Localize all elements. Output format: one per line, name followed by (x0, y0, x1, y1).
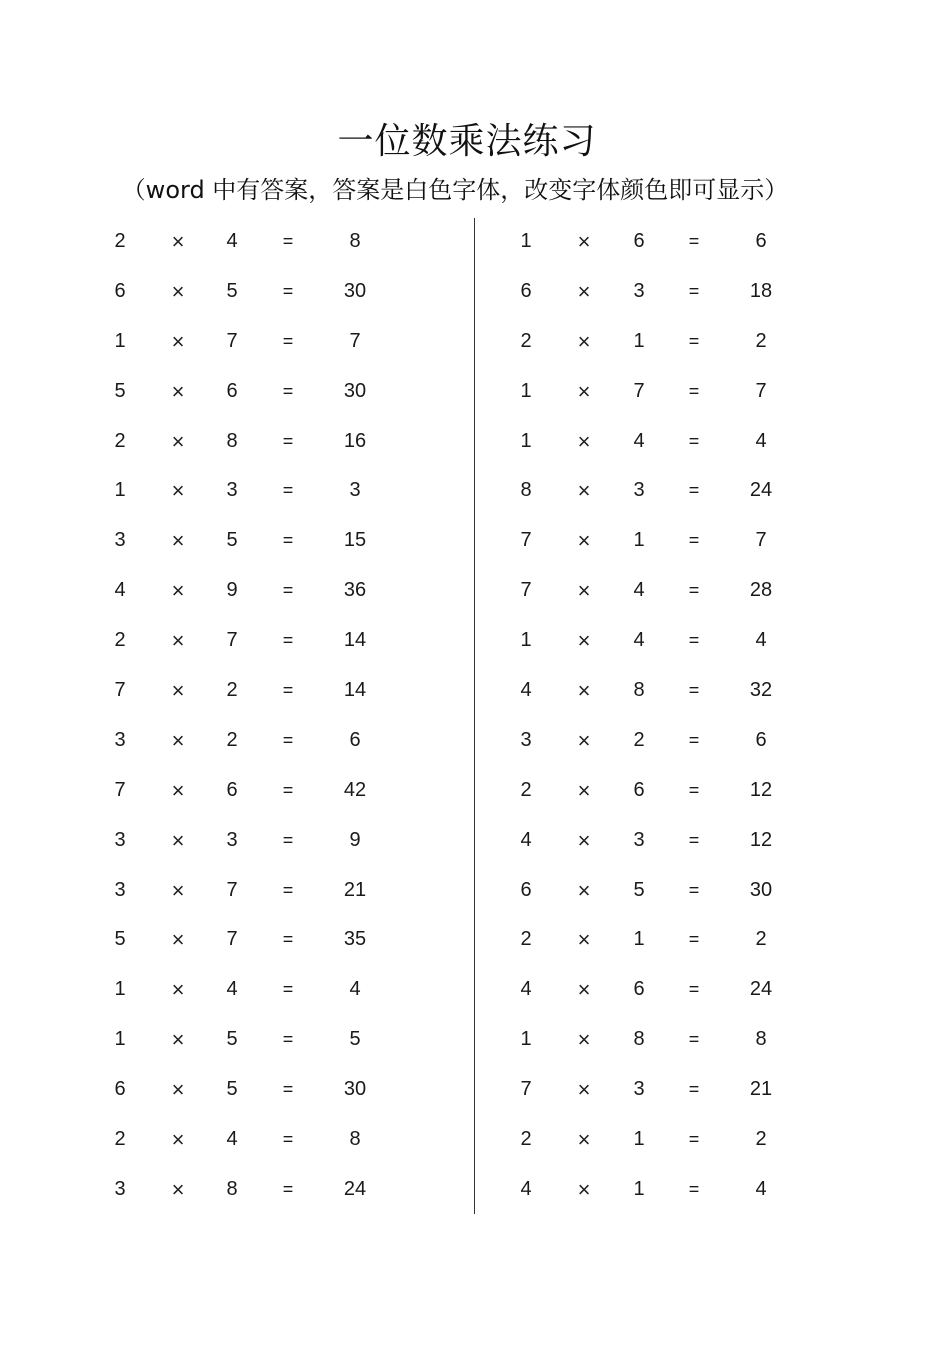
operand-a: 5 (114, 379, 126, 402)
operand-a: 6 (114, 1078, 126, 1101)
times-sign: × (171, 1027, 185, 1053)
times-sign: × (577, 1027, 591, 1053)
operand-a: 2 (114, 629, 126, 652)
equals-sign: = (688, 929, 700, 950)
operand-b: 4 (226, 230, 238, 252)
product-result: 4 (755, 1177, 767, 1200)
problem-row (406, 317, 826, 367)
equals-sign: = (688, 1129, 700, 1150)
problem-row (0, 516, 420, 566)
times-sign: × (171, 578, 185, 604)
operand-b: 5 (226, 529, 238, 552)
operand-a: 1 (114, 329, 126, 352)
operand-b: 4 (226, 978, 238, 1001)
product-result: 6 (755, 728, 767, 751)
product-result: 9 (349, 828, 361, 851)
operand-b: 4 (633, 429, 645, 452)
problem-row (406, 1015, 826, 1065)
problem-row (0, 866, 420, 916)
problem-row (406, 666, 826, 716)
operand-a: 4 (114, 579, 126, 602)
times-sign: × (577, 278, 591, 304)
equals-sign: = (688, 680, 700, 701)
problem-row (406, 1165, 826, 1215)
equals-sign: = (282, 630, 294, 651)
times-sign: × (577, 678, 591, 704)
times-sign: × (577, 578, 591, 604)
equals-sign: = (688, 280, 700, 301)
operand-a: 3 (114, 529, 126, 552)
times-sign: × (577, 328, 591, 354)
operand-b: 7 (633, 379, 645, 402)
equals-sign: = (282, 979, 294, 1000)
problem-row (0, 566, 420, 616)
times-sign: × (577, 628, 591, 654)
operand-b: 1 (633, 529, 645, 552)
product-result: 30 (343, 279, 367, 302)
product-result: 2 (755, 1128, 767, 1151)
problem-row (0, 616, 420, 666)
operand-b: 2 (226, 679, 238, 702)
operand-a: 6 (520, 279, 532, 302)
operand-a: 1 (520, 230, 532, 252)
problem-row (406, 1115, 826, 1165)
problem-row (0, 1115, 420, 1165)
operand-b: 2 (226, 728, 238, 751)
times-sign: × (171, 927, 185, 953)
right-problem-column (406, 217, 826, 1215)
equals-sign: = (282, 580, 294, 601)
problem-row (0, 1165, 420, 1215)
product-result: 30 (749, 878, 773, 901)
problem-row (0, 367, 420, 417)
product-result: 28 (749, 579, 773, 602)
equals-sign: = (282, 280, 294, 301)
times-sign: × (171, 328, 185, 354)
problem-row (406, 1065, 826, 1115)
problem-row (406, 766, 826, 816)
operand-b: 6 (633, 778, 645, 801)
operand-a: 4 (520, 1177, 532, 1200)
problem-row (406, 616, 826, 666)
times-sign: × (577, 229, 591, 254)
operand-b: 2 (633, 728, 645, 751)
equals-sign: = (282, 480, 294, 501)
times-sign: × (171, 229, 185, 254)
operand-b: 6 (226, 379, 238, 402)
operand-a: 1 (520, 379, 532, 402)
times-sign: × (577, 877, 591, 903)
times-sign: × (577, 727, 591, 753)
times-sign: × (577, 478, 591, 504)
times-sign: × (171, 378, 185, 404)
operand-a: 6 (114, 279, 126, 302)
equals-sign: = (688, 231, 700, 251)
problem-row (0, 267, 420, 317)
product-result: 2 (755, 928, 767, 951)
problem-row (406, 816, 826, 866)
product-result: 24 (749, 978, 773, 1001)
operand-a: 1 (114, 1028, 126, 1051)
equals-sign: = (688, 979, 700, 1000)
operand-a: 4 (520, 828, 532, 851)
equals-sign: = (282, 729, 294, 750)
equals-sign: = (282, 1129, 294, 1150)
problem-row (0, 666, 420, 716)
operand-a: 2 (520, 778, 532, 801)
equals-sign: = (282, 929, 294, 950)
operand-b: 8 (633, 1028, 645, 1051)
problem-row (406, 566, 826, 616)
product-result: 24 (749, 479, 773, 502)
operand-a: 1 (520, 629, 532, 652)
product-result: 3 (349, 479, 361, 502)
equals-sign: = (282, 779, 294, 800)
equals-sign: = (282, 829, 294, 850)
times-sign: × (577, 528, 591, 554)
equals-sign: = (282, 1178, 294, 1199)
times-sign: × (577, 1176, 591, 1202)
operand-b: 8 (633, 679, 645, 702)
operand-a: 2 (520, 928, 532, 951)
times-sign: × (171, 1176, 185, 1202)
operand-b: 4 (633, 629, 645, 652)
problem-row (0, 417, 420, 467)
operand-a: 8 (520, 479, 532, 502)
operand-a: 7 (520, 579, 532, 602)
equals-sign: = (282, 330, 294, 351)
product-result: 14 (343, 629, 367, 652)
page-title: 一位数乘法练习 (337, 121, 597, 162)
equals-sign: = (282, 231, 294, 251)
equals-sign: = (688, 380, 700, 401)
operand-b: 9 (226, 579, 238, 602)
operand-b: 5 (633, 878, 645, 901)
operand-b: 7 (226, 928, 238, 951)
operand-a: 7 (520, 529, 532, 552)
product-result: 21 (749, 1078, 773, 1101)
page-subtitle: （word 中有答案，答案是白色字体，改变字体颜色即可显示） (121, 176, 789, 204)
operand-b: 7 (226, 878, 238, 901)
operand-a: 4 (520, 679, 532, 702)
operand-b: 7 (226, 629, 238, 652)
problem-row (0, 1065, 420, 1115)
equals-sign: = (688, 729, 700, 750)
times-sign: × (171, 628, 185, 654)
operand-b: 1 (633, 928, 645, 951)
problem-row (406, 516, 826, 566)
operand-b: 8 (226, 429, 238, 452)
operand-b: 4 (633, 579, 645, 602)
operand-b: 3 (633, 1078, 645, 1101)
times-sign: × (577, 428, 591, 454)
product-result: 36 (343, 579, 367, 602)
product-result: 15 (343, 529, 367, 552)
operand-b: 4 (226, 1128, 238, 1151)
operand-b: 8 (226, 1177, 238, 1200)
times-sign: × (577, 1127, 591, 1153)
equals-sign: = (282, 380, 294, 401)
operand-b: 6 (633, 978, 645, 1001)
operand-a: 2 (114, 230, 126, 252)
problem-row (0, 965, 420, 1015)
problem-row (406, 217, 826, 267)
times-sign: × (171, 1127, 185, 1153)
problem-row (0, 766, 420, 816)
operand-b: 5 (226, 1028, 238, 1051)
times-sign: × (577, 378, 591, 404)
times-sign: × (171, 1077, 185, 1103)
operand-b: 3 (633, 479, 645, 502)
product-result: 30 (343, 1078, 367, 1101)
equals-sign: = (688, 430, 700, 451)
operand-a: 7 (520, 1078, 532, 1101)
times-sign: × (577, 777, 591, 803)
equals-sign: = (688, 630, 700, 651)
problem-row (0, 816, 420, 866)
times-sign: × (171, 977, 185, 1003)
operand-a: 3 (520, 728, 532, 751)
operand-b: 3 (226, 828, 238, 851)
operand-b: 1 (633, 1128, 645, 1151)
problem-row (0, 915, 420, 965)
product-result: 7 (349, 329, 361, 352)
product-result: 7 (755, 379, 767, 402)
product-result: 24 (343, 1177, 367, 1200)
product-result: 8 (349, 230, 361, 252)
equals-sign: = (688, 530, 700, 551)
times-sign: × (171, 478, 185, 504)
operand-a: 1 (114, 978, 126, 1001)
operand-a: 1 (114, 479, 126, 502)
operand-a: 2 (520, 1128, 532, 1151)
times-sign: × (171, 877, 185, 903)
equals-sign: = (688, 330, 700, 351)
product-result: 7 (755, 529, 767, 552)
operand-a: 2 (114, 1128, 126, 1151)
operand-b: 3 (633, 279, 645, 302)
product-result: 8 (349, 1128, 361, 1151)
product-result: 5 (349, 1028, 361, 1051)
times-sign: × (171, 727, 185, 753)
operand-a: 2 (114, 429, 126, 452)
product-result: 6 (755, 230, 767, 252)
equals-sign: = (688, 480, 700, 501)
operand-a: 3 (114, 728, 126, 751)
problem-row (406, 915, 826, 965)
equals-sign: = (688, 580, 700, 601)
problem-row (406, 417, 826, 467)
product-result: 4 (755, 629, 767, 652)
times-sign: × (577, 1077, 591, 1103)
operand-a: 4 (520, 978, 532, 1001)
product-result: 18 (749, 279, 773, 302)
equals-sign: = (688, 1079, 700, 1100)
operand-b: 1 (633, 1177, 645, 1200)
product-result: 8 (755, 1028, 767, 1051)
operand-a: 6 (520, 878, 532, 901)
product-result: 16 (343, 429, 367, 452)
times-sign: × (171, 678, 185, 704)
times-sign: × (577, 977, 591, 1003)
product-result: 35 (343, 928, 367, 951)
problem-row (406, 367, 826, 417)
operand-a: 1 (520, 1028, 532, 1051)
times-sign: × (171, 428, 185, 454)
problem-row (0, 466, 420, 516)
problem-row (406, 866, 826, 916)
operand-b: 3 (633, 828, 645, 851)
equals-sign: = (688, 1178, 700, 1199)
problem-row (406, 716, 826, 766)
operand-a: 7 (114, 679, 126, 702)
times-sign: × (171, 278, 185, 304)
equals-sign: = (282, 530, 294, 551)
operand-b: 6 (226, 778, 238, 801)
times-sign: × (171, 777, 185, 803)
operand-a: 3 (114, 1177, 126, 1200)
equals-sign: = (282, 680, 294, 701)
operand-a: 3 (114, 878, 126, 901)
product-result: 12 (749, 778, 773, 801)
equals-sign: = (688, 1029, 700, 1050)
equals-sign: = (282, 430, 294, 451)
product-result: 21 (343, 878, 367, 901)
operand-a: 3 (114, 828, 126, 851)
product-result: 42 (343, 778, 367, 801)
product-result: 6 (349, 728, 361, 751)
operand-a: 5 (114, 928, 126, 951)
problem-row (406, 267, 826, 317)
problem-row (406, 965, 826, 1015)
equals-sign: = (688, 779, 700, 800)
product-result: 2 (755, 329, 767, 352)
equals-sign: = (282, 1029, 294, 1050)
problem-row (406, 466, 826, 516)
product-result: 12 (749, 828, 773, 851)
operand-b: 3 (226, 479, 238, 502)
product-result: 14 (343, 679, 367, 702)
operand-b: 6 (633, 230, 645, 252)
operand-b: 1 (633, 329, 645, 352)
times-sign: × (171, 827, 185, 853)
operand-a: 2 (520, 329, 532, 352)
product-result: 4 (755, 429, 767, 452)
problem-row (0, 1015, 420, 1065)
times-sign: × (577, 827, 591, 853)
operand-a: 1 (520, 429, 532, 452)
problem-row (0, 217, 420, 267)
operand-a: 7 (114, 778, 126, 801)
times-sign: × (577, 927, 591, 953)
product-result: 4 (349, 978, 361, 1001)
left-problem-column (0, 217, 420, 1215)
product-result: 30 (343, 379, 367, 402)
operand-b: 5 (226, 1078, 238, 1101)
problem-row (0, 716, 420, 766)
problem-row (0, 317, 420, 367)
operand-b: 5 (226, 279, 238, 302)
times-sign: × (171, 528, 185, 554)
operand-b: 7 (226, 329, 238, 352)
equals-sign: = (282, 1079, 294, 1100)
product-result: 32 (749, 679, 773, 702)
equals-sign: = (688, 879, 700, 900)
equals-sign: = (282, 879, 294, 900)
equals-sign: = (688, 829, 700, 850)
